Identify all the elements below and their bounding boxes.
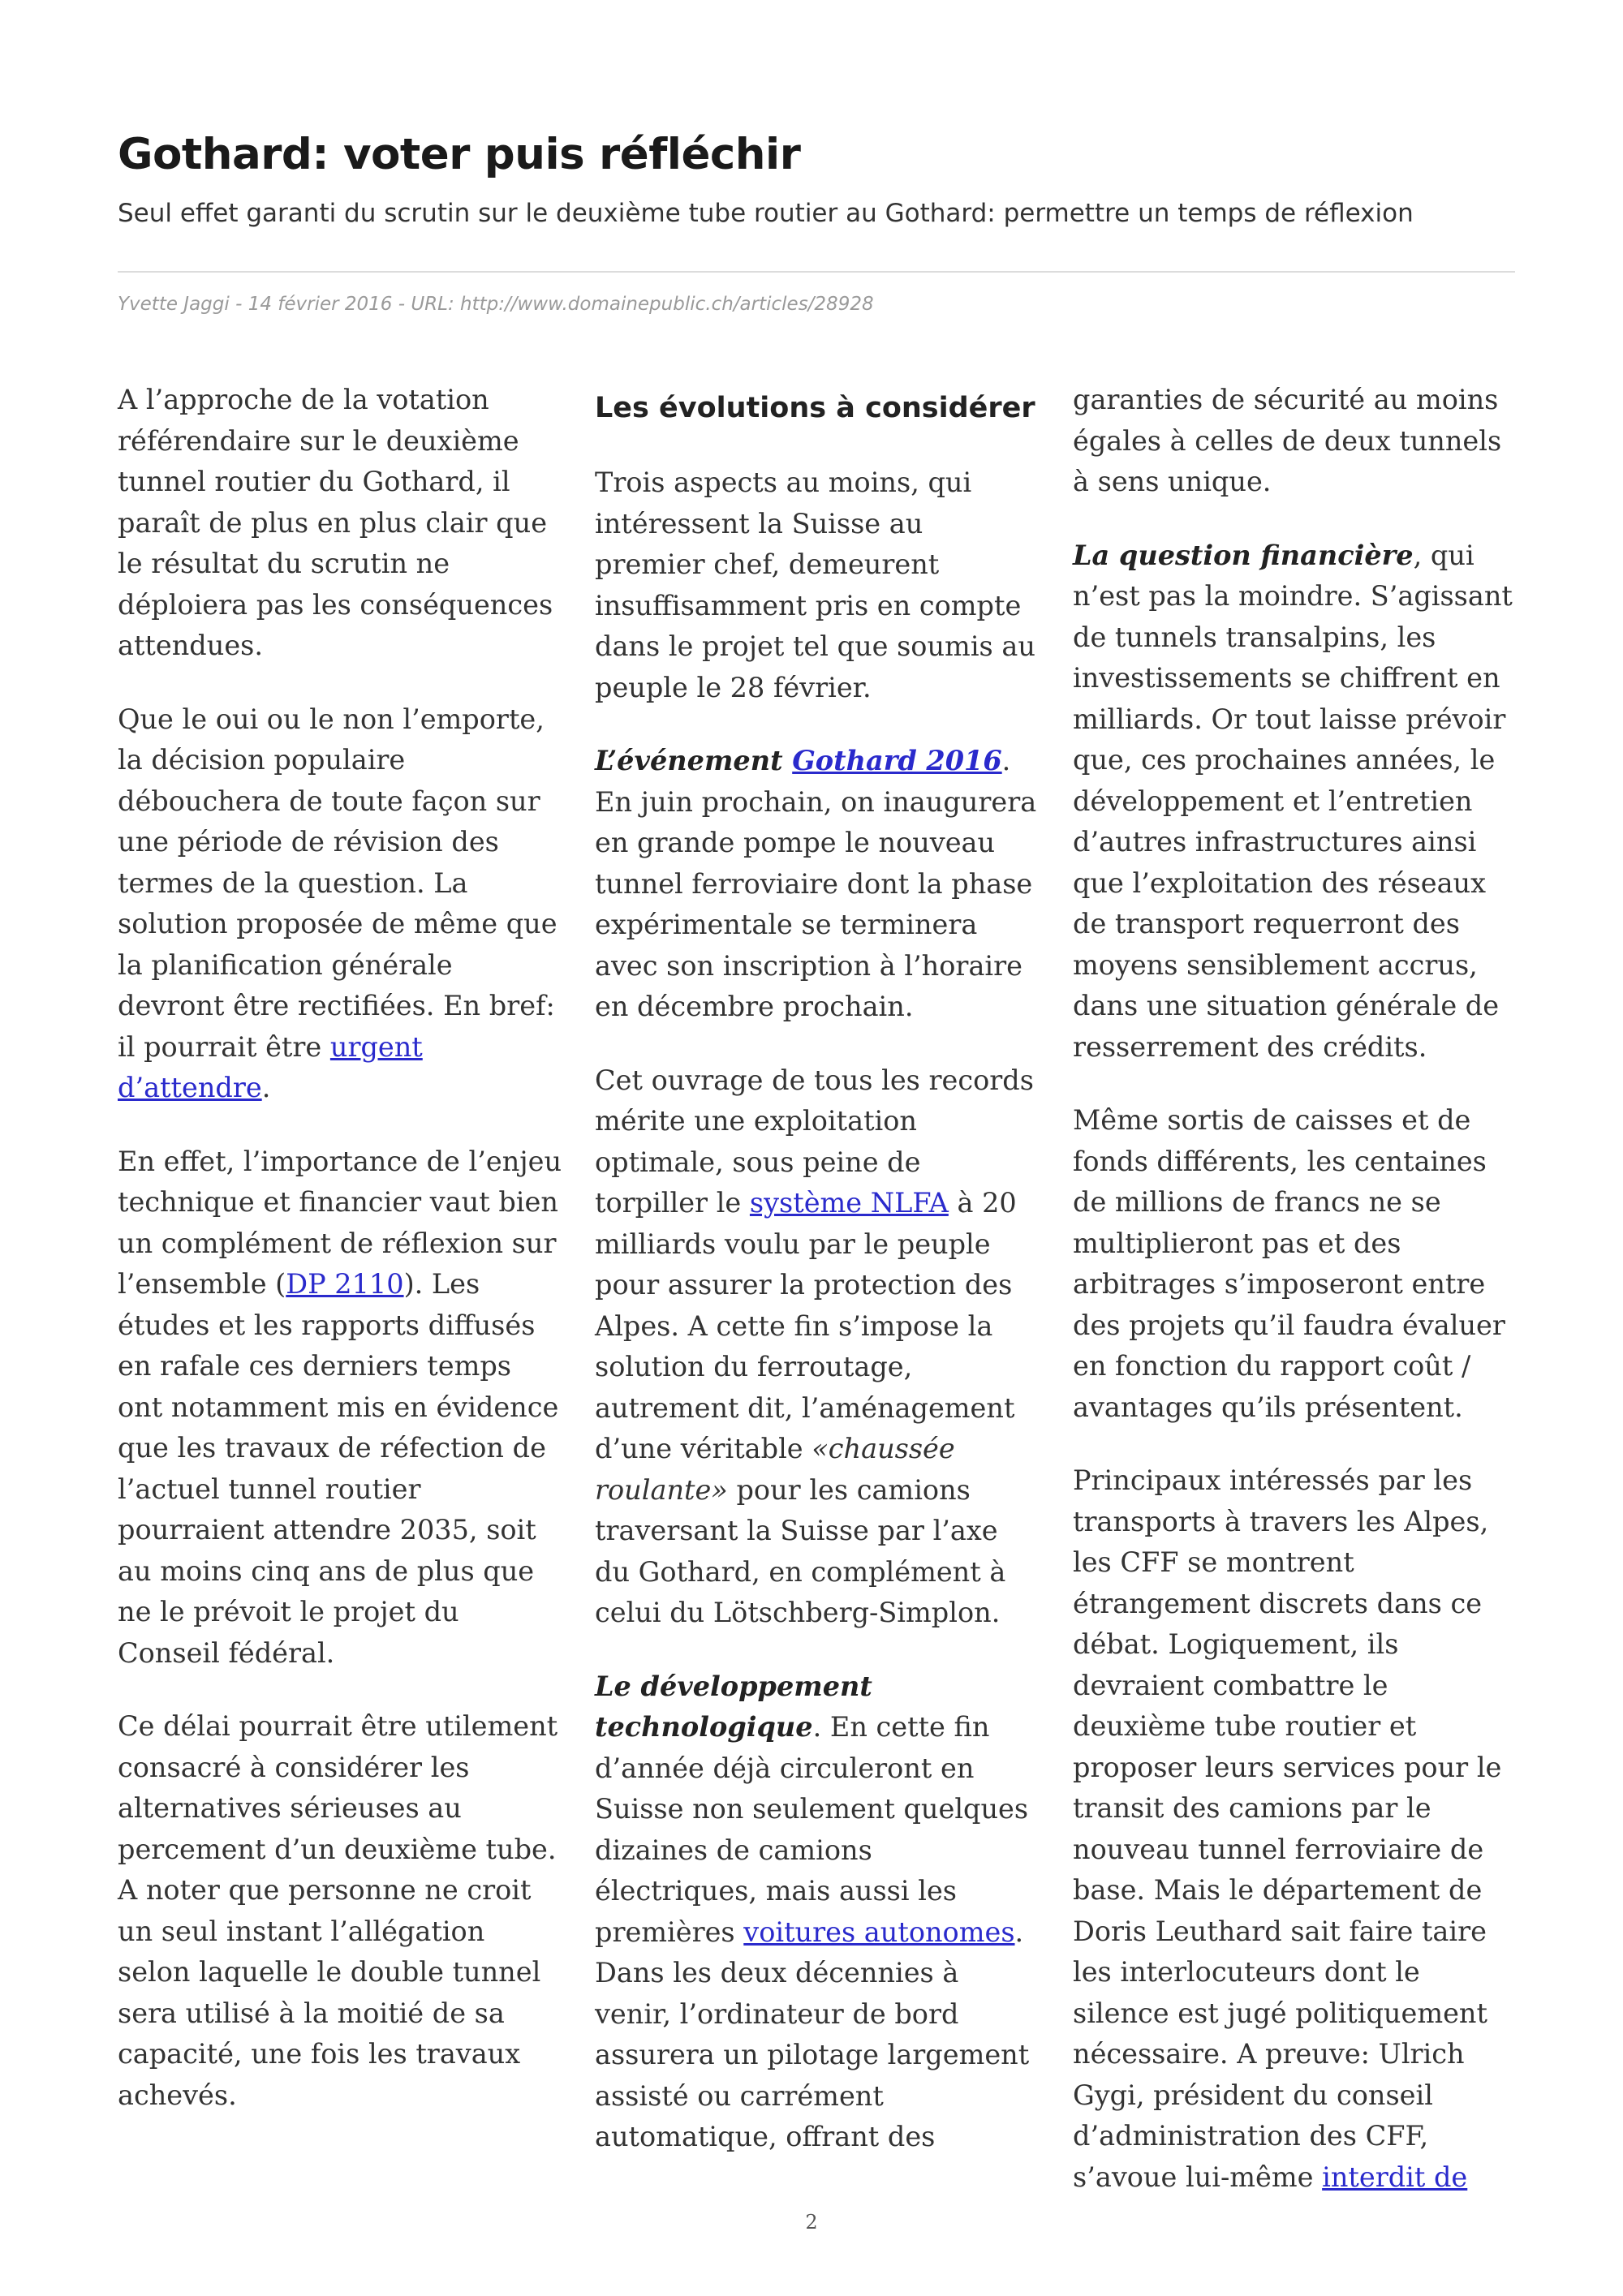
text-column-3 — [1073, 380, 1519, 2230]
paragraph — [595, 1060, 1041, 1634]
paragraph-text: . En cette fin d’année déjà circuleront en Suisse non seulement quelques dizaines de camions électriques, mais aussi les premières — [595, 1711, 1029, 1948]
header-divider — [118, 271, 1515, 273]
link-dp-2110[interactable]: DP 2110 — [286, 1268, 404, 1300]
paragraph — [1073, 535, 1519, 1068]
paragraph: Trois aspects au moins, qui intéressent la Suisse au premier chef, demeurent insuffisamment pris en compte dans le projet tel que soumis au peuple le 28 février. — [595, 467, 1035, 703]
paragraph — [118, 699, 564, 1109]
paragraph: Ce délai pourrait être utilement consacré à considérer les alternatives sérieuses au percement d’un deuxième tube. A noter que personne ne croit un seul instant l’allégation selon laquelle le double tunnel sera utilisé à la moitié de sa capacité, une fois les travaux achevés. — [118, 1710, 558, 2111]
paragraph-text: , qui n’est pas la moindre. S’agissant de tunnels transalpins, les investissements se chiffrent en milliards. Or tout laisse prévoir que, ces prochaines années, le développement et l’entretien d’autres infrastructures ainsi que l’exploitation des réseaux de transport requerront des moyens sensiblement accrus, dans une situation générale de resserrement des crédits. — [1073, 539, 1513, 1063]
paragraph: A l’approche de la votation référendaire sur le deuxième tunnel routier du Gothard, il paraît de plus en plus clair que le résultat du scrutin ne déploiera pas les conséquences attendues. — [118, 384, 553, 661]
paragraph-text: pour les camions traversant la Suisse par l’axe du Gothard, en complément à celui du Lötschberg-Simplon. — [595, 1473, 1006, 1628]
paragraph — [595, 1666, 1041, 2158]
paragraph-text: Principaux intéressés par les transports à travers les Alpes, les CFF se montrent étrangement discrets dans ce débat. Logiquement, ils devraient combattre le deuxième tube routier et proposer leurs services pour le transit des camions par le nouveau tunnel ferroviaire de base. Mais le département de Doris Leuthard sait faire taire les interlocuteurs dont le silence est jugé politiquement nécessaire. A preuve: Ulrich Gygi, président du conseil d’administration des CFF, s’avoue lui-même — [1073, 1464, 1502, 2193]
article-subtitle: Seul effet garanti du scrutin sur le deuxième tube routier au Gothard: permettre un temps de réflexion — [118, 199, 1414, 228]
link-systeme-nlfa[interactable]: système NLFA — [749, 1187, 949, 1219]
page-number: 2 — [805, 2211, 818, 2234]
paragraph — [595, 741, 1041, 1028]
section-heading: Les évolutions à considérer — [595, 392, 1035, 424]
paragraph-text: . Dans les deux décennies à venir, l’ordinateur de bord assurera un pilotage largement assisté ou carrément automatique, offrant des — [595, 1915, 1030, 2152]
text-column-1 — [118, 380, 564, 2148]
paragraph-text: . En juin prochain, on inaugurera en grande pompe le nouveau tunnel ferroviaire dont la phase expérimentale se terminera avec son inscription à l’horaire en décembre prochain. — [595, 745, 1037, 1022]
article-meta: Yvette Jaggi - 14 février 2016 - URL: http://www.domainepublic.ch/articles/28928 — [118, 294, 874, 315]
paragraph: garanties de sécurité au moins égales à celles de deux tunnels à sens unique. — [1073, 384, 1502, 497]
paragraph — [1073, 1460, 1519, 2198]
article-title: Gothard: voter puis réfléchir — [118, 130, 801, 179]
italic-text: «chaussée roulante» — [595, 1433, 955, 1506]
paragraph-text: Que le oui ou le non l’emporte, la décision populaire débouchera de toute façon sur une période de révision des termes de la question. La solution proposée de même que la planification générale devront être rectifiées. En bref: il pourrait être — [118, 703, 558, 1063]
paragraph: Même sortis de caisses et de fonds différents, les centaines de millions de francs ne se multiplieront pas et des arbitrages s’imposeront entre des projets qu’il faudra évaluer en fonction du rapport coût / avantages qu’ils présentent. — [1073, 1104, 1505, 1423]
paragraph-text: . — [261, 1072, 271, 1103]
link-voitures-autonomes[interactable]: voitures autonomes — [743, 1915, 1015, 1948]
paragraph — [118, 1142, 564, 1675]
link-urgent-attendre[interactable]: urgent d’attendre — [118, 1030, 423, 1103]
lead-in: La question financière — [1073, 539, 1414, 571]
link-interdit-de[interactable]: interdit de — [1322, 2161, 1468, 2193]
link-gothard-2016[interactable]: Gothard 2016 — [792, 745, 1002, 776]
paragraph-text: à 20 milliards voulu par le peuple pour assurer la protection des Alpes. A cette fin s’impose la solution du ferroutage, autrement dit, l’aménagement d’une véritable — [595, 1187, 1017, 1464]
lead-in: L’événement — [595, 745, 793, 776]
lead-in: Le développement technologique — [595, 1670, 872, 1743]
paragraph-text: En effet, l’importance de l’enjeu technique et financier vaut bien un complément de réflexion sur l’ensemble ( — [118, 1145, 562, 1300]
text-column-2 — [595, 380, 1041, 2191]
paragraph-text: Cet ouvrage de tous les records mérite une exploitation optimale, sous peine de torpiller le — [595, 1064, 1034, 1219]
paragraph-text: ). Les études et les rapports diffusés en rafale ces derniers temps ont notamment mis en évidence que les travaux de réfection de l’actuel tunnel routier pourraient attendre 2035, soit au moins cinq ans de plus que ne le prévoit le projet du Conseil fédéral. — [118, 1268, 559, 1669]
